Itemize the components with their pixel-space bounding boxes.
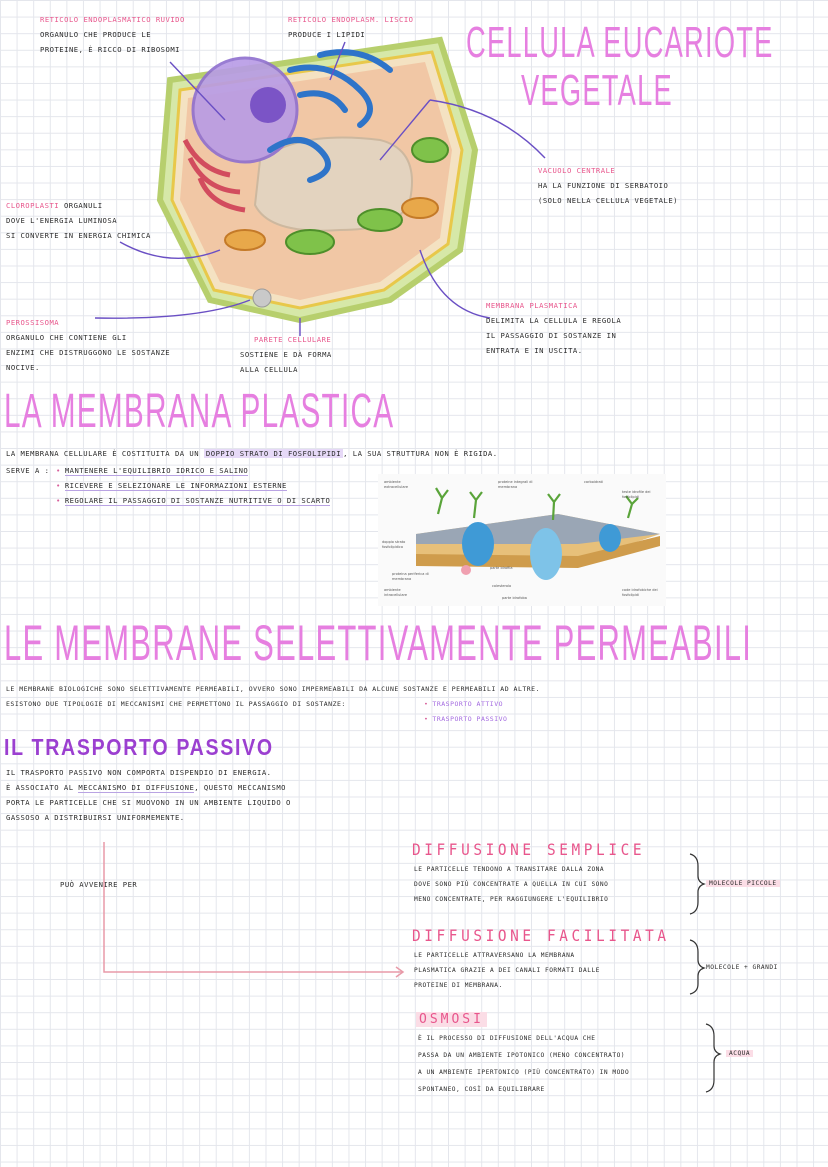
section3-heading: IL TRASPORTO PASSIVO xyxy=(4,734,274,760)
transport-type-passive: • TRASPORTO PASSIVO xyxy=(424,715,508,723)
mf-label-pore: parte idrofila xyxy=(490,566,513,570)
label-vacuolo-title: VACUOLO CENTRALE xyxy=(538,166,616,175)
mf-label-int: ambiente intracellulare xyxy=(384,588,408,597)
diffusione-semplice-title: DIFFUSIONE SEMPLICE xyxy=(412,840,646,859)
mf-label-canale: parte idrofoba xyxy=(502,596,527,600)
section1-serve-label: SERVE A : xyxy=(6,466,50,475)
mf-label-carbo: carboidrati xyxy=(584,480,603,484)
carbohydrates xyxy=(436,488,638,520)
section1-item: • RICEVERE E SELEZIONARE LE INFORMAZIONI ESTERNE xyxy=(56,481,287,490)
label-membrana-title: MEMBRANA PLASMATICA xyxy=(486,301,578,310)
mf-label-lipid: doppio strato fosfolipidico xyxy=(382,540,406,549)
label-rer-line2: PROTEINE, È RICCO DI RIBOSOMI xyxy=(40,45,180,54)
label-parete-line1: SOSTIENE E DÀ FORMA xyxy=(240,350,332,359)
diffusione-semplice-body: LE PARTICELLE TENDONO A TRANSITARE DALLA ZONA DOVE SONO PIÙ CONCENTRATE A QUELLA IN CUI SONO MENO CONCENTRATE, PER RAGGIUNGERE L'EQUILIBRIO xyxy=(414,866,609,903)
label-parete xyxy=(240,332,332,377)
label-perossisoma-line2: ENZIMI CHE DISTRUGGONO LE SOSTANZE xyxy=(6,348,171,357)
mf-label-coda: code idrofobiche dei fosfolipidi xyxy=(622,588,658,597)
section3-line2: È ASSOCIATO AL MECCANISMO DI DIFFUSIONE, QUESTO MECCANISMO xyxy=(6,783,286,792)
section2-line1: LE MEMBRANE BIOLOGICHE SONO SELETTIVAMENTE PERMEABILI, OVVERO SONO IMPERMEABILI DA ALCUNE SOSTANZE E PERMEABILI AD ALTRE. xyxy=(6,685,541,693)
membrane-figure xyxy=(378,474,666,606)
label-rer xyxy=(40,12,185,57)
label-perossisoma-line1: ORGANULO CHE CONTIENE GLI xyxy=(6,333,127,342)
label-cloroplasti-line2: SI CONVERTE IN ENERGIA CHIMICA xyxy=(6,231,151,240)
label-rer-line1: ORGANULO CHE PRODUCE LE xyxy=(40,30,152,39)
diffusione-facilitata-tag: MOLECOLE + GRANDI xyxy=(706,964,778,971)
label-parete-line2: ALLA CELLULA xyxy=(240,365,298,374)
section3-line3: PORTA LE PARTICELLE CHE SI MUOVONO IN UN AMBIENTE LIQUIDO O xyxy=(6,798,291,807)
osmosi-title: OSMOSI xyxy=(416,1008,487,1027)
label-rer-title: RETICOLO ENDOPLASMATICO RUVIDO xyxy=(40,15,185,24)
section1-intro xyxy=(6,446,498,461)
transport-type-active: • TRASPORTO ATTIVO xyxy=(424,700,504,708)
label-cloroplasti-tail: ORGANULI xyxy=(63,201,103,210)
label-vacuolo-line2: (SOLO NELLA CELLULA VEGETALE) xyxy=(538,196,678,205)
label-cloroplasti-line1: DOVE L'ENERGIA LUMINOSA xyxy=(6,216,118,225)
label-ser-title: RETICOLO ENDOPLASM. LISCIO xyxy=(288,15,414,24)
diffusione-facilitata-title: DIFFUSIONE FACILITATA xyxy=(412,926,670,945)
section2-types xyxy=(424,697,507,727)
diffusione-facilitata-body: LE PARTICELLE ATTRAVERSANO LA MEMBRANA PLASMATICA GRAZIE A DEI CANALI FORMATI DALLE PROTEINE DI MEMBRANA. xyxy=(414,952,600,989)
section1-heading: LA MEMBRANA PLASTICA xyxy=(4,385,395,438)
diffusione-semplice-tag: MOLECOLE PICCOLE xyxy=(706,876,780,891)
label-cloroplasti-title: CLOROPLASTI xyxy=(6,201,60,210)
osmosi-tag: ACQUA xyxy=(726,1046,753,1061)
label-membrana-line3: ENTRATA E IN USCITA. xyxy=(486,346,583,355)
section3-line1: IL TRASPORTO PASSIVO NON COMPORTA DISPENDIO DI ENERGIA. xyxy=(6,768,272,777)
section2-line2: ESISTONO DUE TIPOLOGIE DI MECCANISMI CHE PERMETTONO IL PASSAGGIO DI SOSTANZE: xyxy=(6,700,346,708)
page-title-line2: VEGETALE xyxy=(521,66,673,115)
label-ser-line1: PRODUCE I LIPIDI xyxy=(288,30,366,39)
brace-3 xyxy=(706,1024,720,1092)
section3-text xyxy=(6,765,291,825)
label-membrana-line1: DELIMITA LA CELLULA E REGOLA xyxy=(486,316,622,325)
label-perossisoma xyxy=(6,315,170,375)
section1-intro-highlight: DOPPIO STRATO DI FOSFOLIPIDI xyxy=(205,449,342,458)
osmosi-body: È IL PROCESSO DI DIFFUSIONE DELL'ACQUA CHE PASSA DA UN AMBIENTE IPOTONICO (MENO CONCENTRATO) A UN AMBIENTE IPERTONICO (PIÙ CONCENTRATO) IN MODO SPONTANEO, COSÌ DA EQUILIBRARE xyxy=(418,1035,630,1093)
mf-label-prot-periph: proteina periferica di membrana xyxy=(392,572,429,581)
label-membrana-line2: IL PASSAGGIO DI SOSTANZE IN xyxy=(486,331,617,340)
section3-line4: GASSOSO A DISTRIBUIRSI UNIFORMEMENTE. xyxy=(6,813,185,822)
section3-puo: PUÒ AVVENIRE PER xyxy=(60,880,138,889)
label-perossisoma-line3: NOCIVE. xyxy=(6,363,40,372)
brace-1 xyxy=(690,854,704,914)
label-vacuolo xyxy=(538,163,678,208)
section1-serve xyxy=(6,463,49,478)
label-perossisoma-title: PEROSSISOMA xyxy=(6,318,60,327)
mf-label-ext: ambiente extracellulare xyxy=(384,480,408,489)
section1-list xyxy=(56,463,330,508)
section1-intro-post: , LA SUA STRUTTURA NON È RIGIDA. xyxy=(343,449,498,458)
label-ser xyxy=(288,12,414,42)
label-cloroplasti xyxy=(6,198,151,243)
mf-label-glyco: proteine integrali di membrana xyxy=(498,480,533,489)
label-vacuolo-line1: HA LA FUNZIONE DI SERBATOIO xyxy=(538,181,669,190)
label-parete-title: PARETE CELLULARE xyxy=(254,335,332,344)
mf-label-chol: colesterolo xyxy=(492,584,512,588)
section1-intro-pre: LA MEMBRANA CELLULARE È COSTITUITA DA UN xyxy=(6,449,200,458)
section1-item: • MANTENERE L'EQUILIBRIO IDRICO E SALINO xyxy=(56,466,249,475)
label-membrana xyxy=(486,298,621,358)
nucleolus xyxy=(250,87,286,123)
section2-heading: LE MEMBRANE SELETTIVAMENTE PERMEABILI xyxy=(4,615,753,671)
mf-label-testa: teste idrofile dei fosfolipidi xyxy=(622,490,651,499)
page-title-line1: CELLULA EUCARIOTE xyxy=(466,18,774,67)
brace-2 xyxy=(690,940,704,994)
peroxisome xyxy=(253,289,271,307)
section1-item: • REGOLARE IL PASSAGGIO DI SOSTANZE NUTRITIVE O DI SCARTO xyxy=(56,496,331,505)
